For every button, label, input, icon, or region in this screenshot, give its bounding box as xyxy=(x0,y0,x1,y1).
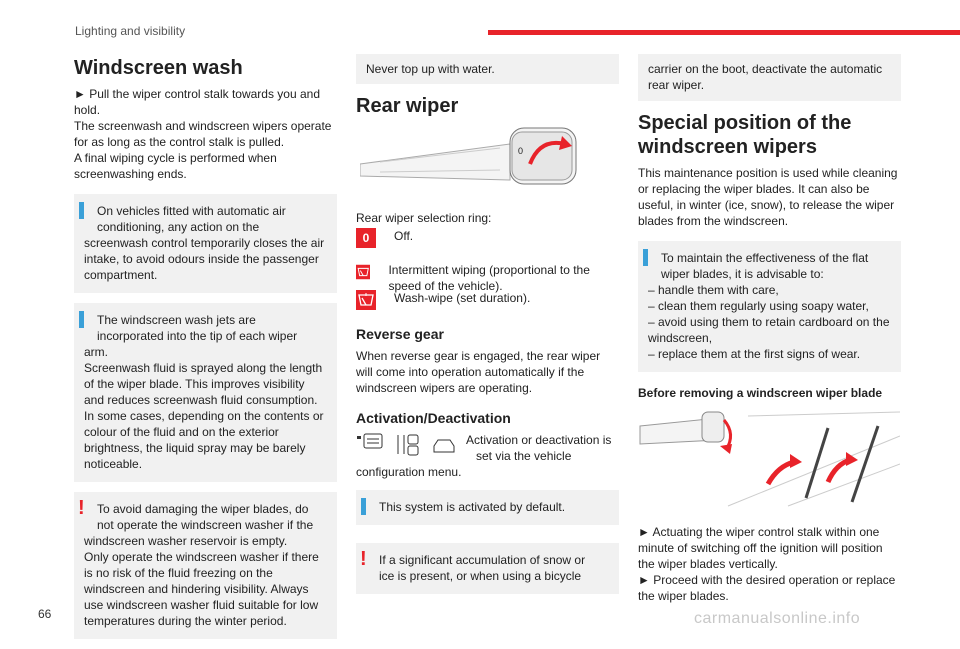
heading-before-removing: Before removing a windscreen wiper blade xyxy=(638,386,883,400)
menu-icons xyxy=(356,432,456,458)
page-number: 66 xyxy=(38,607,52,621)
heading-special-position: Special position of the windscreen wipers xyxy=(638,112,852,158)
warning-exclamation-icon: ! xyxy=(360,548,367,570)
info-note xyxy=(356,490,619,525)
column-3 xyxy=(638,54,901,604)
text: screenwash control temporarily closes the air intake, to avoid odours inside the passenger compartment. xyxy=(84,236,325,282)
text: not operate the windscreen washer if the xyxy=(97,518,314,532)
text: conditioning, any action on the xyxy=(97,220,260,234)
wiper-blade-illustration xyxy=(638,406,900,516)
text: Intermittent wiping (proportional to the speed of the vehicle). xyxy=(388,263,590,293)
list-item: – avoid using them to retain cardboard on the windscreen, xyxy=(648,315,890,345)
text: The screenwash and windscreen wipers operate for as long as the control stalk is pulled. xyxy=(74,119,332,149)
rear-wiper-stalk-illustration xyxy=(360,124,580,194)
text: carrier on the boot, deactivate the automatic rear wiper. xyxy=(648,62,883,92)
activation-row xyxy=(356,432,619,464)
list-item: – handle them with care, xyxy=(648,283,779,297)
heading-rear-wiper: Rear wiper xyxy=(356,95,459,117)
text: arm. xyxy=(84,345,108,359)
svg-text:0: 0 xyxy=(518,146,524,156)
section-title: Lighting and visibility xyxy=(75,24,186,38)
intermittent-wiper-icon xyxy=(356,262,370,282)
list-item: – clean them regularly using soapy water, xyxy=(648,299,869,313)
column-1 xyxy=(74,54,337,649)
text: The windscreen wash jets are xyxy=(97,313,256,327)
text: wiper blades, it is advisable to: xyxy=(661,267,824,281)
warning-note-continued xyxy=(638,54,901,101)
paragraph: When reverse gear is engaged, the rear wiper will come into operation automatically if the windscreen wipers are operating. xyxy=(356,349,601,395)
text: Off. xyxy=(394,229,414,243)
text: ► Actuating the wiper control stalk within one minute of switching off the ignition will position the wiper blades vertically. xyxy=(638,525,883,571)
heading-activation: Activation/Deactivation xyxy=(356,410,511,426)
header-red-bar xyxy=(488,30,960,35)
paragraph xyxy=(74,86,337,182)
text: ice is present, or when using a bicycle xyxy=(379,569,582,583)
text: This system is activated by default. xyxy=(379,500,566,514)
selection-label: Rear wiper selection ring: xyxy=(356,211,492,225)
heading-windscreen-wash: Windscreen wash xyxy=(74,57,243,79)
info-note xyxy=(74,194,337,293)
info-note xyxy=(638,241,901,372)
paragraph: configuration menu. xyxy=(356,465,462,479)
text: Wash-wipe (set duration). xyxy=(394,291,531,305)
column-2 xyxy=(356,54,619,604)
info-marker-icon xyxy=(79,311,84,328)
watermark: carmanualsonline.info xyxy=(694,610,861,627)
warning-note xyxy=(356,543,619,594)
text: windscreen washer reservoir is empty. xyxy=(84,534,288,548)
text: Only operate the windscreen washer if there is no risk of the fluid freezing on the windscreen and hindering visibility. Always use windscreen washer fluid suitable for low temperatures during the winter period. xyxy=(84,550,319,628)
info-marker-icon xyxy=(79,202,84,219)
warning-note xyxy=(74,492,337,639)
info-note xyxy=(74,303,337,482)
info-marker-icon xyxy=(643,249,648,266)
text: incorporated into the tip of each wiper xyxy=(97,329,298,343)
off-row xyxy=(356,228,619,248)
text: set via the vehicle xyxy=(476,449,572,463)
text: On vehicles fitted with automatic air xyxy=(97,204,286,218)
step-text xyxy=(638,524,901,604)
info-marker-icon xyxy=(361,498,366,515)
text: Screenwash fluid is sprayed along the length of the wiper blade. This improves visibility and reduces screenwash fluid consumption. xyxy=(84,361,323,407)
text: ► Proceed with the desired operation or replace the wiper blades. xyxy=(638,573,896,603)
paragraph: This maintenance position is used while cleaning or replacing the wiper blades. It can also be useful, in winter (ice, snow), to release the wiper blades from the windscreen. xyxy=(638,166,898,228)
info-note xyxy=(356,54,619,84)
text: To avoid damaging the wiper blades, do xyxy=(97,502,309,516)
instruction-text: ► Pull the wiper control stalk towards you and hold. xyxy=(74,87,320,117)
warning-exclamation-icon: ! xyxy=(78,497,85,519)
text: To maintain the effectiveness of the flat xyxy=(661,251,869,265)
off-symbol: 0 xyxy=(356,228,376,248)
text: In some cases, depending on the contents or colour of the fluid and on the exterior brightness, the liquid spray may be barely noticeable. xyxy=(84,409,324,471)
list-item: – replace them at the first signs of wear. xyxy=(648,347,861,361)
text: Never top up with water. xyxy=(366,62,495,76)
heading-reverse-gear: Reverse gear xyxy=(356,326,444,342)
text: A final wiping cycle is performed when screenwashing ends. xyxy=(74,151,277,181)
wash-wipe-icon xyxy=(356,290,376,310)
text: Activation or deactivation is xyxy=(466,433,612,447)
text: If a significant accumulation of snow or xyxy=(379,553,586,567)
